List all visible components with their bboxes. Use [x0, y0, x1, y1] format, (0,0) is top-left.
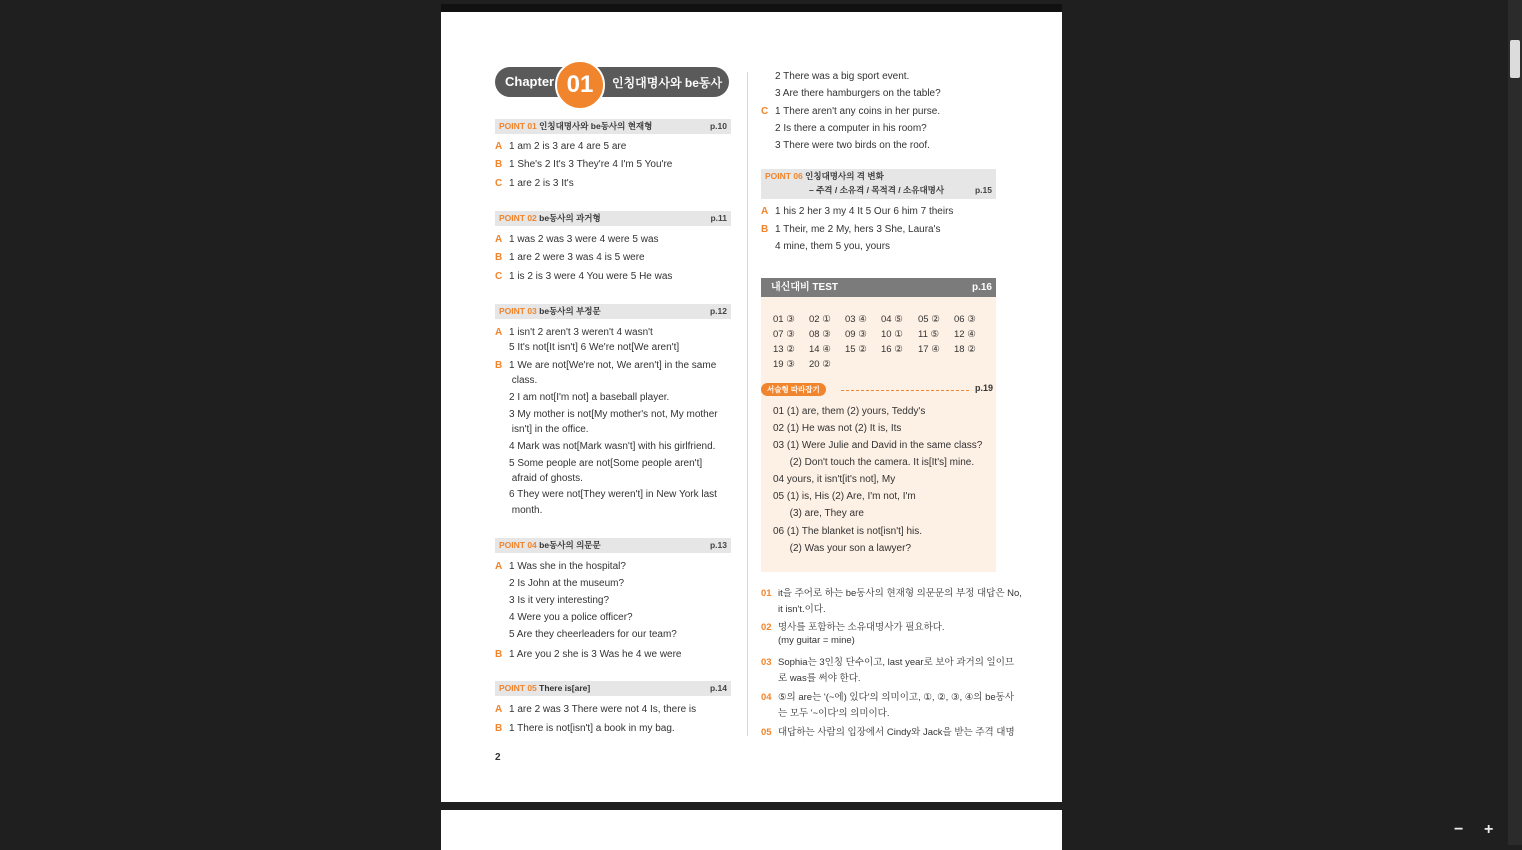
explanation-line: 로 was를 써야 한다. [778, 673, 861, 684]
point-page: p.12 [709, 306, 727, 316]
answer-line: 3 My mother is not[My mother's not, My mother [509, 409, 718, 420]
point-header [495, 538, 731, 553]
essay-line: (2) Was your son a lawyer? [773, 543, 912, 554]
essay-dashed-rule [841, 390, 969, 391]
point-label: POINT 02 [499, 213, 537, 223]
answer-line: 2 Is John at the museum? [509, 578, 625, 589]
test-answer: 17 ④ [918, 344, 940, 355]
essay-line: 05 (1) is, His (2) Are, I'm not, I'm [773, 491, 916, 502]
test-answer: 10 ① [881, 329, 903, 340]
answer-line: 5 Some people are not[Some people aren't] [509, 458, 703, 469]
essay-line: 03 (1) Were Julie and David in the same class? [773, 440, 983, 451]
point-title: be동사의 부정문 [539, 306, 601, 316]
explanation-line: 는 모두 '~이다'의 의미이다. [778, 708, 890, 719]
answer-line: B 1 Their, me 2 My, hers 3 She, Laura's [761, 224, 941, 235]
point-header [495, 304, 731, 319]
answer-line: 2 I am not[I'm not] a baseball player. [509, 392, 670, 403]
next-page [441, 810, 1062, 850]
scrollbar-thumb[interactable] [1510, 40, 1520, 78]
answer-line: B 1 Are you 2 she is 3 Was he 4 we were [495, 649, 682, 660]
answer-line: B 1 She's 2 It's 3 They're 4 I'm 5 You're [495, 159, 673, 170]
explanation-line: 04 ⑤의 are는 '(~에) 있다'의 의미이고, ①, ②, ③, ④의 be동사 [761, 692, 1014, 703]
answer-line: 4 mine, them 5 you, yours [775, 241, 891, 252]
point-subtitle: – 주격 / 소유격 / 목적격 / 소유대명사 [809, 185, 945, 195]
point-page: p.15 [974, 185, 992, 195]
point-title: 인칭대명사의 격 변화 [805, 171, 884, 181]
point-header [495, 211, 731, 226]
test-answer: 06 ③ [954, 314, 976, 325]
chapter-header [495, 64, 731, 98]
zoom-in-button[interactable]: + [1484, 821, 1494, 838]
explanation-line: 01 it을 주어로 하는 be동사의 현재형 의문문의 부정 대답은 No, [761, 588, 1022, 599]
essay-line: (2) Don't touch the camera. It is[It's] mine. [773, 457, 975, 468]
answer-line: A 1 am 2 is 3 are 4 are 5 are [495, 141, 627, 152]
answer-line: afraid of ghosts. [509, 473, 583, 484]
test-answer: 18 ② [954, 344, 976, 355]
test-answer: 13 ② [773, 344, 795, 355]
explanation-line: 02 명사를 포함하는 소유대명사가 필요하다. [761, 622, 945, 633]
answer-line: 5 It's not[It isn't] 6 We're not[We aren't] [509, 342, 680, 353]
point-label: POINT 03 [499, 306, 537, 316]
zoom-out-button[interactable]: − [1454, 821, 1464, 838]
point-label: POINT 01 [499, 121, 537, 131]
point-page: p.13 [709, 540, 727, 550]
vertical-scrollbar[interactable] [1508, 0, 1522, 845]
point-page: p.11 [710, 213, 727, 223]
answer-line: 3 Are there hamburgers on the table? [775, 88, 941, 99]
page-top-edge [441, 4, 1062, 12]
essay-tag: 서술형 따라잡기 [761, 383, 826, 396]
answer-line: A 1 his 2 her 3 my 4 It 5 Our 6 him 7 theirs [761, 206, 954, 217]
answer-line: C 1 are 2 is 3 It's [495, 178, 574, 189]
test-answer: 02 ① [809, 314, 831, 325]
essay-line: 02 (1) He was not (2) It is, Its [773, 423, 902, 434]
point-header [495, 681, 731, 696]
answer-line: 5 Are they cheerleaders for our team? [509, 629, 677, 640]
answer-line: 2 There was a big sport event. [775, 71, 910, 82]
test-answer: 11 ⑤ [918, 329, 940, 340]
test-answer: 04 ⑤ [881, 314, 903, 325]
test-answer: 05 ② [918, 314, 940, 325]
chapter-number: 01 [555, 60, 605, 110]
answer-line: C 1 is 2 is 3 were 4 You were 5 He was [495, 271, 673, 282]
point-header [761, 169, 996, 199]
answer-line: 3 There were two birds on the roof. [775, 140, 930, 151]
test-title: 내신대비 TEST [771, 282, 838, 293]
explanation-line: 03 Sophia는 3인칭 단수이고, last year로 보아 과거의 일이므 [761, 657, 1015, 668]
chapter-title: 인칭대명사와 be동사 [612, 76, 723, 90]
answer-line: A 1 Was she in the hospital? [495, 561, 626, 572]
point-title: There is[are] [539, 683, 591, 693]
point-label: POINT 06 [765, 171, 803, 181]
answer-line: isn't] in the office. [509, 424, 589, 435]
test-answer: 19 ③ [773, 359, 795, 370]
answer-line: month. [509, 505, 543, 516]
answer-line: 6 They were not[They weren't] in New York last [509, 489, 717, 500]
test-answer: 03 ④ [845, 314, 867, 325]
explanation-line: (my guitar = mine) [778, 635, 855, 646]
point-label: POINT 04 [499, 540, 537, 550]
point-title: be동사의 의문문 [539, 540, 601, 550]
essay-line: 06 (1) The blanket is not[isn't] his. [773, 526, 923, 537]
test-answer: 14 ④ [809, 344, 831, 355]
test-answer: 20 ② [809, 359, 831, 370]
point-header [495, 119, 731, 134]
chapter-word: Chapter [505, 74, 555, 89]
test-page: p.16 [971, 282, 992, 293]
explanation-line: 05 대답하는 사람의 입장에서 Cindy와 Jack을 받는 주격 대명 [761, 727, 1015, 738]
test-answer: 16 ② [881, 344, 903, 355]
essay-line: (3) are, They are [773, 508, 864, 519]
point-title: 인칭대명사와 be동사의 현재형 [539, 121, 653, 131]
test-answer: 12 ④ [954, 329, 976, 340]
point-label: POINT 05 [499, 683, 537, 693]
page-number: 2 [495, 752, 501, 763]
answer-line: class. [509, 375, 538, 386]
answer-line: 4 Were you a police officer? [509, 612, 633, 623]
answer-line: A 1 isn't 2 aren't 3 weren't 4 wasn't [495, 327, 653, 338]
answer-line: B 1 are 2 were 3 was 4 is 5 were [495, 252, 645, 263]
document-page [441, 12, 1062, 802]
answer-line: 4 Mark was not[Mark wasn't] with his girlfriend. [509, 441, 716, 452]
answer-line: 3 Is it very interesting? [509, 595, 610, 606]
point-title: be동사의 과거형 [539, 213, 601, 223]
test-answer: 08 ③ [809, 329, 831, 340]
essay-line: 01 (1) are, them (2) yours, Teddy's [773, 406, 926, 417]
explanation-line: it isn't.이다. [778, 604, 826, 615]
test-answer: 01 ③ [773, 314, 795, 325]
test-answer: 07 ③ [773, 329, 795, 340]
test-answer: 09 ③ [845, 329, 867, 340]
answer-line: A 1 are 2 was 3 There were not 4 Is, there is [495, 704, 697, 715]
essay-page: p.19 [975, 383, 994, 393]
answer-line: 2 Is there a computer in his room? [775, 123, 927, 134]
answer-line: C 1 There aren't any coins in her purse. [761, 106, 941, 117]
point-page: p.14 [709, 683, 727, 693]
test-answer: 15 ② [845, 344, 867, 355]
answer-line: B 1 There is not[isn't] a book in my bag. [495, 723, 675, 734]
answer-line: B 1 We are not[We're not, We aren't] in the same [495, 360, 717, 371]
column-divider [747, 72, 748, 736]
answer-line: A 1 was 2 was 3 were 4 were 5 was [495, 234, 659, 245]
test-header [761, 278, 996, 297]
essay-line: 04 yours, it isn't[it's not], My [773, 474, 896, 485]
point-page: p.10 [709, 121, 727, 131]
